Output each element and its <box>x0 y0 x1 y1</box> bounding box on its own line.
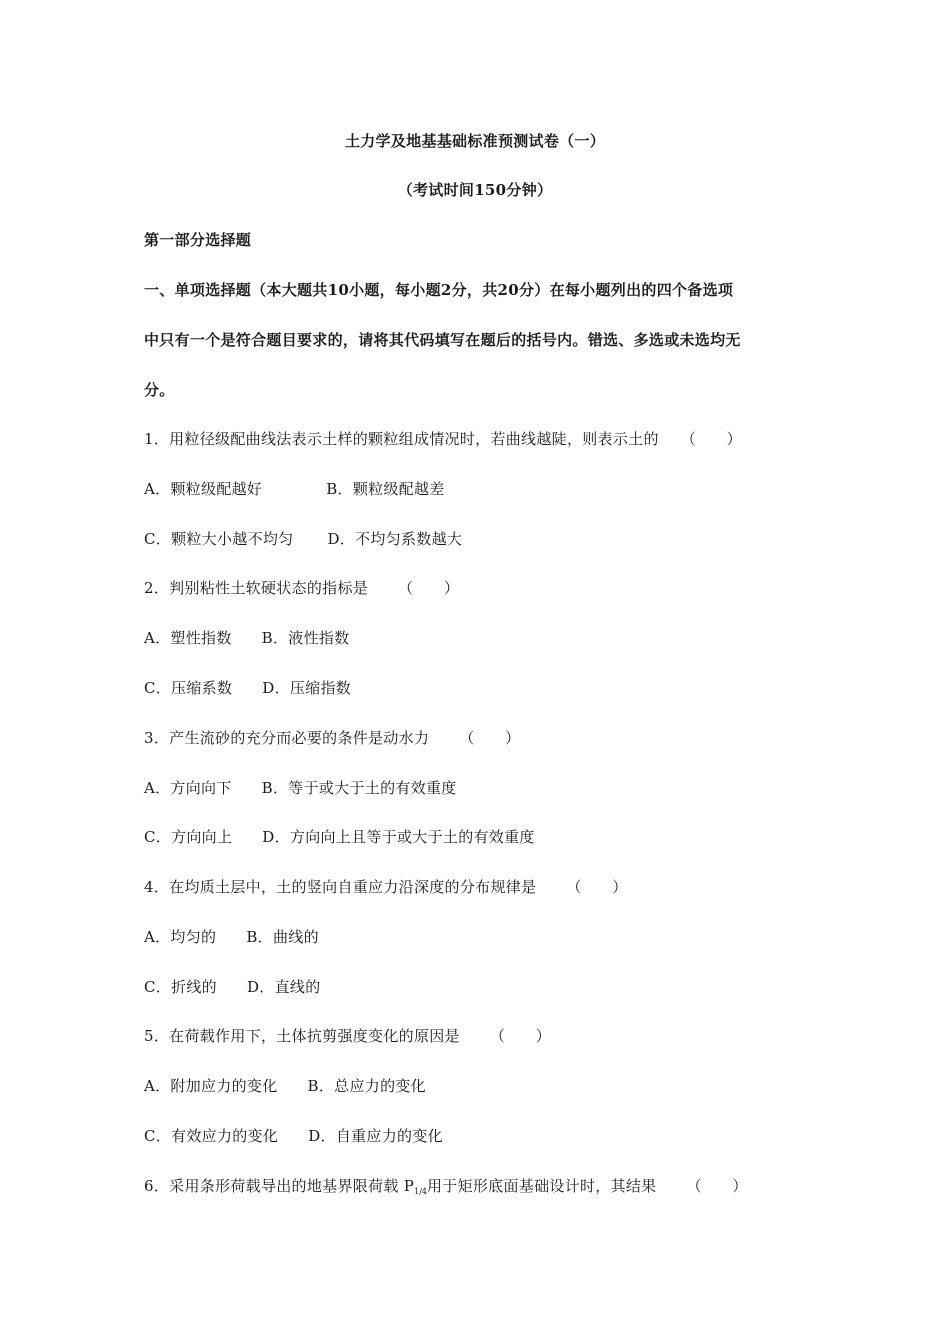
option-b: B．液性指数 <box>261 629 350 647</box>
answer-bracket: （ ） <box>459 729 521 747</box>
option-d: D．不均匀系数越大 <box>327 530 463 548</box>
option-a: A．颗粒级配越好 <box>144 480 263 498</box>
option-a: A．均匀的 <box>144 928 217 946</box>
option-d: D．压缩指数 <box>262 679 352 697</box>
question-stem: 5．在荷载作用下，土体抗剪强度变化的原因是 <box>144 1027 460 1045</box>
question-stem-end: 用于矩形底面基础设计时，其结果 <box>426 1177 657 1195</box>
question-stem: 1．用粒径级配曲线法表示土样的颗粒组成情况时，若曲线越陡，则表示土的 <box>144 430 659 448</box>
question-stem-start: 6．采用条形荷载导出的地基界限荷载 P <box>144 1177 415 1195</box>
answer-bracket: （ ） <box>686 1177 748 1195</box>
question-1-options-row-2 <box>144 529 462 549</box>
option-c: C．方向向上 <box>144 828 233 846</box>
question-2-options-row-1 <box>144 628 349 648</box>
question-4 <box>144 877 628 897</box>
question-5-options-row-2 <box>144 1126 443 1146</box>
question-stem: 3．产生流砂的充分而必要的条件是动水力 <box>144 729 430 747</box>
part-heading: 第一部分选择题 <box>144 231 252 249</box>
question-5-options-row-1 <box>144 1076 426 1096</box>
question-2 <box>144 578 459 598</box>
answer-bracket: （ ） <box>680 430 742 448</box>
option-c: C．有效应力的变化 <box>144 1127 279 1145</box>
option-c: C．压缩系数 <box>144 679 233 697</box>
question-3 <box>144 728 520 748</box>
option-a: A．塑性指数 <box>144 629 232 647</box>
option-c: C．折线的 <box>144 978 217 996</box>
option-d: D．自重应力的变化 <box>308 1127 443 1145</box>
question-5 <box>144 1026 551 1046</box>
subscript-one-quarter: 1/4 <box>414 1187 427 1196</box>
exam-title: 土力学及地基基础标准预测试卷（一） <box>344 132 606 150</box>
question-3-options-row-2 <box>144 827 535 847</box>
option-a: A．附加应力的变化 <box>144 1077 278 1095</box>
option-b: B．总应力的变化 <box>307 1077 426 1095</box>
question-4-options-row-2 <box>144 977 321 997</box>
option-d: D．方向向上且等于或大于土的有效重度 <box>262 828 535 846</box>
question-2-options-row-2 <box>144 678 351 698</box>
option-b: B．颗粒级配越差 <box>326 480 445 498</box>
question-1-options-row-1 <box>144 479 445 499</box>
option-d: D．直线的 <box>246 978 321 996</box>
answer-bracket: （ ） <box>398 579 460 597</box>
question-stem: 2．判别粘性土软硬状态的指标是 <box>144 579 369 597</box>
answer-bracket: （ ） <box>566 878 628 896</box>
section-intro-line-2: 中只有一个是符合题目要求的，请将其代码填写在题后的括号内。错选、多选或未选均无 <box>144 331 741 349</box>
option-b: B．等于或大于土的有效重度 <box>261 779 457 797</box>
option-a: A．方向向下 <box>144 779 232 797</box>
exam-duration: （考试时间150分钟） <box>397 181 553 199</box>
question-1 <box>144 429 742 449</box>
answer-bracket: （ ） <box>489 1027 552 1045</box>
section-intro-line-3: 分。 <box>144 381 175 399</box>
question-6 <box>144 1176 748 1202</box>
question-4-options-row-1 <box>144 927 319 947</box>
section-intro-line-1: 一、单项选择题（本大题共10小题，每小题2分，共20分）在每小题列出的四个备选项 <box>144 281 734 299</box>
option-b: B．曲线的 <box>246 928 319 946</box>
question-3-options-row-1 <box>144 778 457 798</box>
question-stem: 4．在均质土层中，土的竖向自重应力沿深度的分布规律是 <box>144 878 537 896</box>
option-c: C．颗粒大小越不均匀 <box>144 530 294 548</box>
